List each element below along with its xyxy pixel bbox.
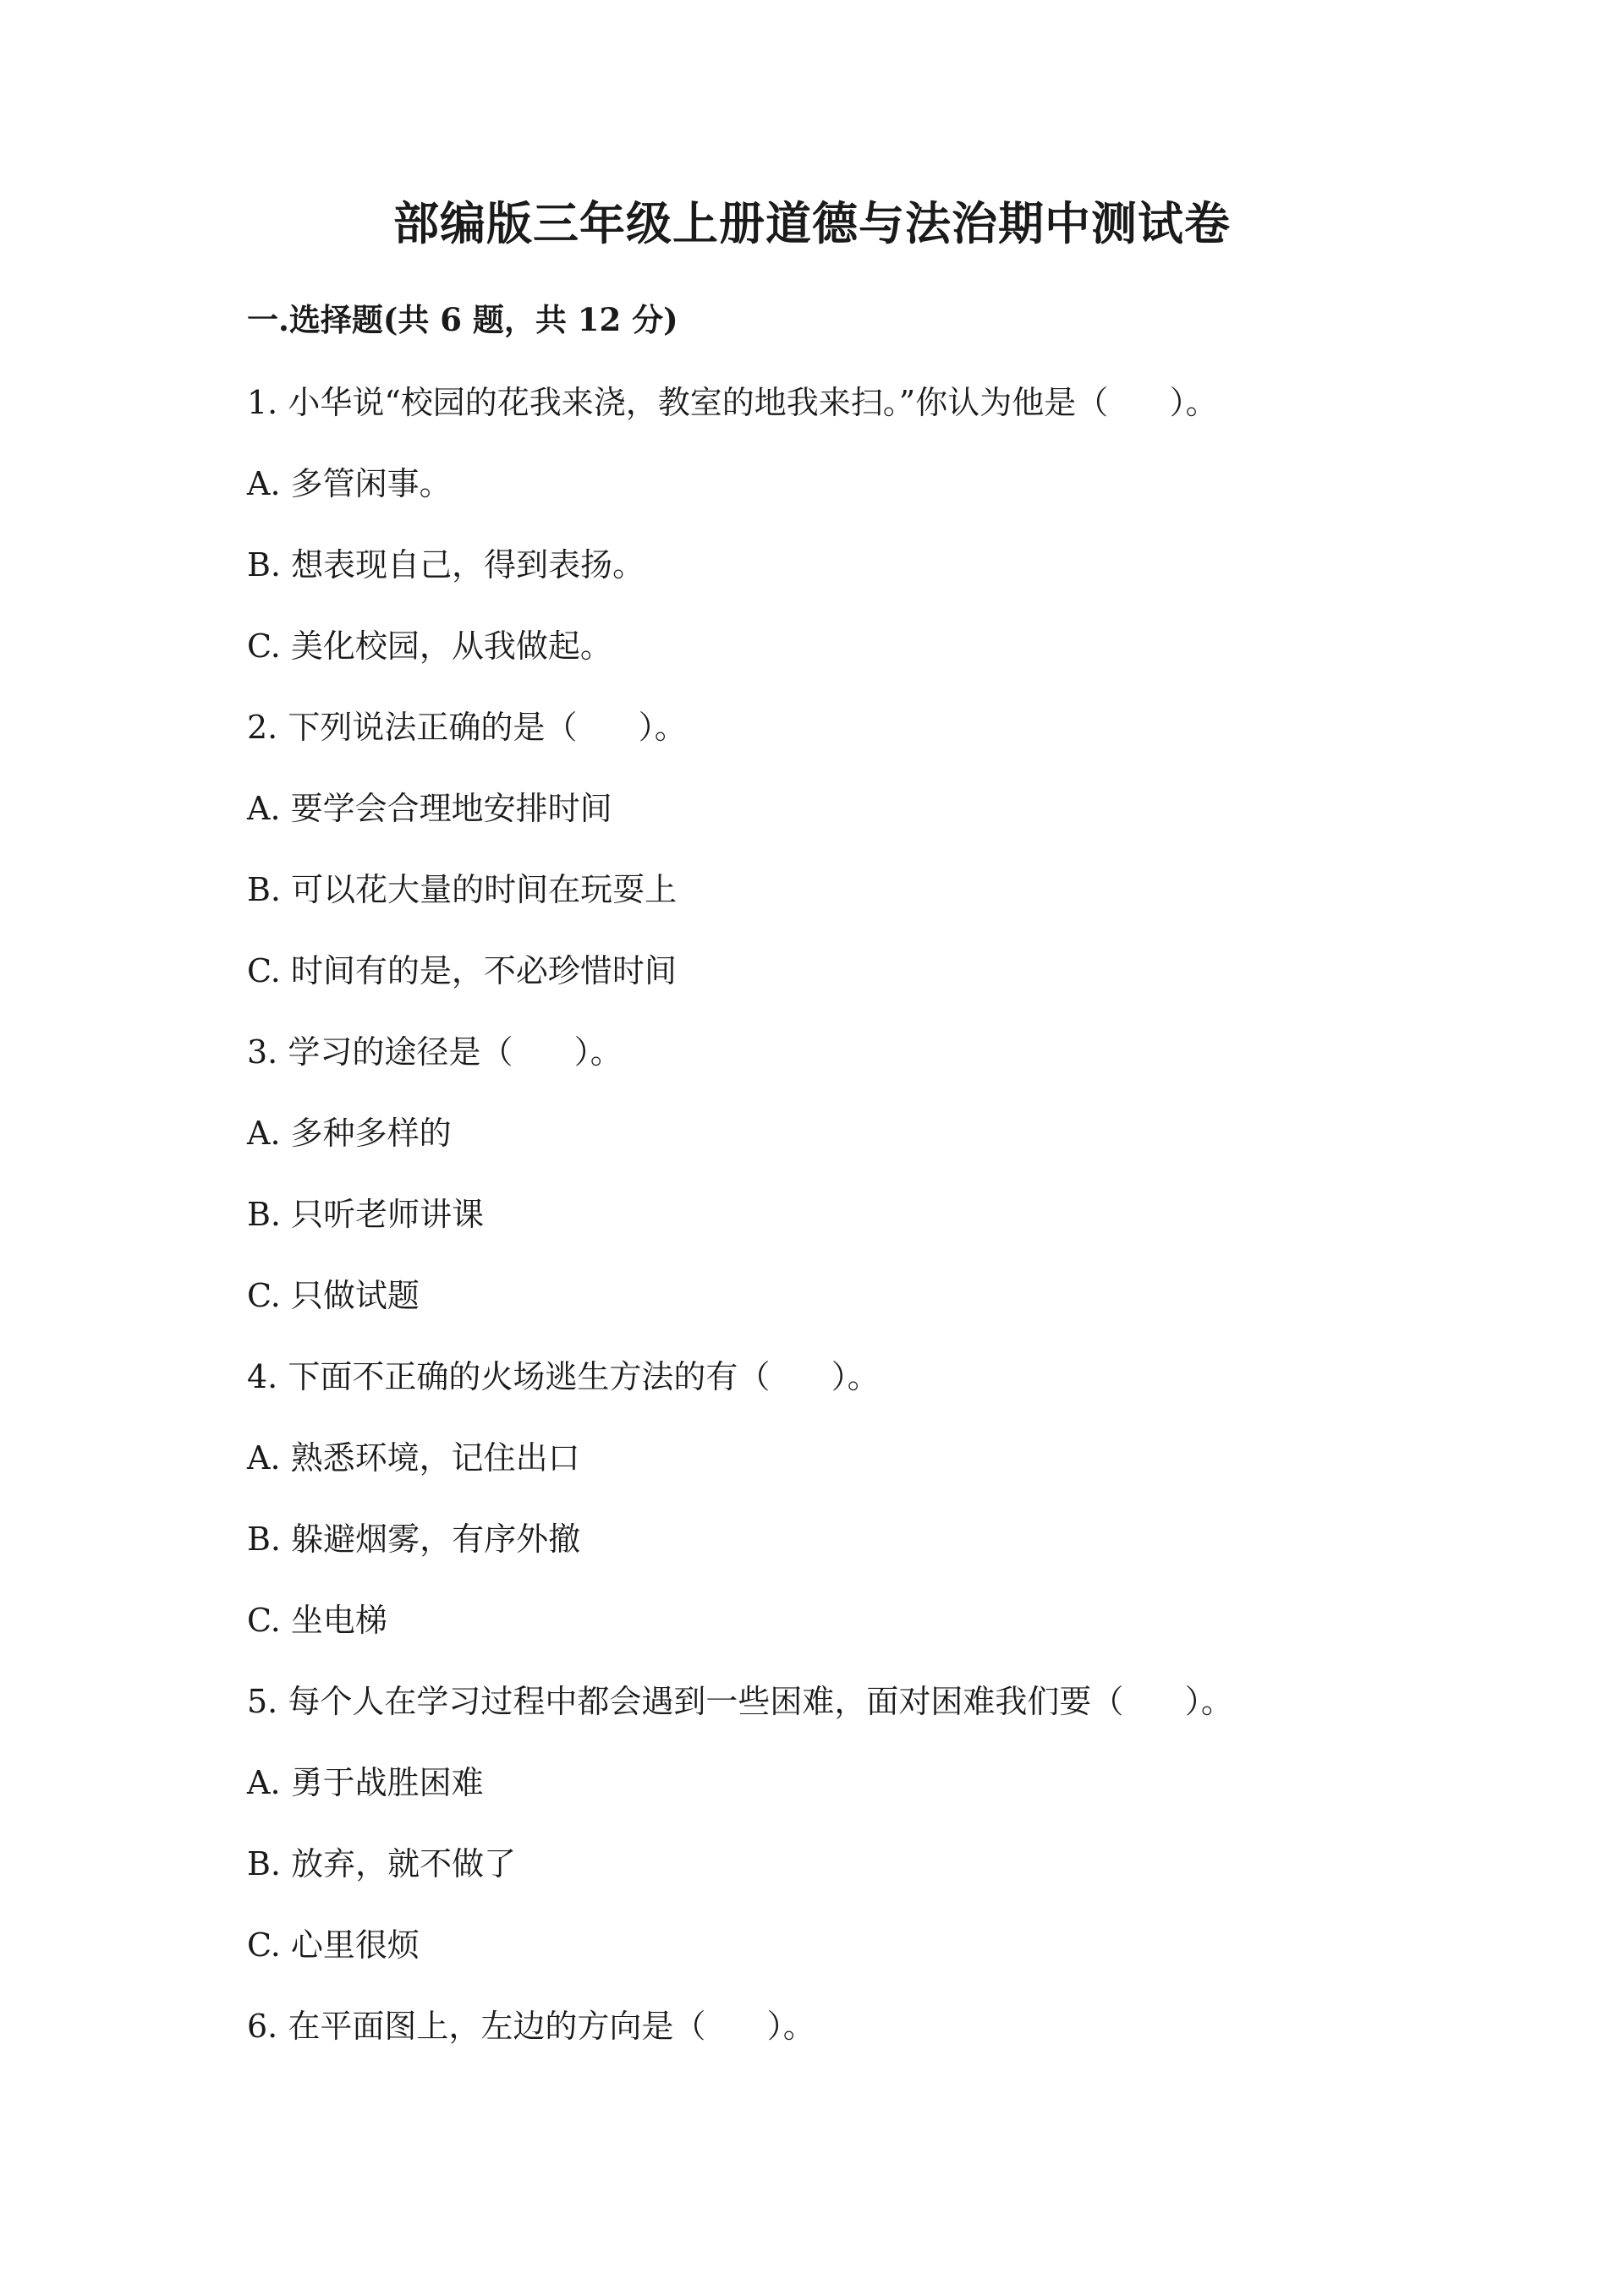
question-3-option-c: C. 只做试题	[247, 1277, 420, 1314]
question-4-option-b: B. 躲避烟雾，有序外撤	[247, 1521, 581, 1558]
question-3-stem: 3. 学习的途径是（ ）。	[247, 1033, 623, 1071]
question-1-option-a: A. 多管闲事。	[247, 465, 452, 502]
question-list	[247, 379, 1431, 2084]
question-1-stem: 1. 小华说“校园的花我来浇，教室的地我来扫。”你认为他是（ ）。	[247, 384, 1218, 421]
question-5-option-c: C. 心里很烦	[247, 1926, 420, 1964]
question-4-stem: 4. 下面不正确的火场逃生方法的有（ ）。	[247, 1358, 880, 1395]
page-title: 部编版三年级上册道德与法治期中测试卷	[393, 196, 1231, 250]
question-3-option-a: A. 多种多样的	[247, 1115, 452, 1152]
section-heading: 一.选择题(共 6 题，共 12 分)	[247, 301, 678, 338]
question-4-option-c: C. 坐电梯	[247, 1602, 387, 1639]
question-2-option-c: C. 时间有的是，不必珍惜时间	[247, 952, 677, 989]
question-2-option-b: B. 可以花大量的时间在玩耍上	[247, 871, 678, 908]
question-4-option-a: A. 熟悉环境，记住出口	[247, 1439, 580, 1477]
question-1-option-c: C. 美化校园，从我做起。	[247, 627, 612, 665]
question-6-stem: 6. 在平面图上，左边的方向是（ ）。	[247, 2008, 815, 2045]
question-5-option-b: B. 放弃，就不做了	[247, 1845, 517, 1882]
question-2-stem: 2. 下列说法正确的是（ ）。	[247, 709, 687, 746]
question-2-option-a: A. 要学会合理地安排时间	[247, 790, 612, 827]
question-3-option-b: B. 只听老师讲课	[247, 1196, 485, 1233]
question-1-option-b: B. 想表现自己，得到表扬。	[247, 546, 645, 584]
question-5-option-a: A. 勇于战胜困难	[247, 1764, 484, 1801]
question-5-stem: 5. 每个人在学习过程中都会遇到一些困难，面对困难我们要（ ）。	[247, 1683, 1233, 1720]
